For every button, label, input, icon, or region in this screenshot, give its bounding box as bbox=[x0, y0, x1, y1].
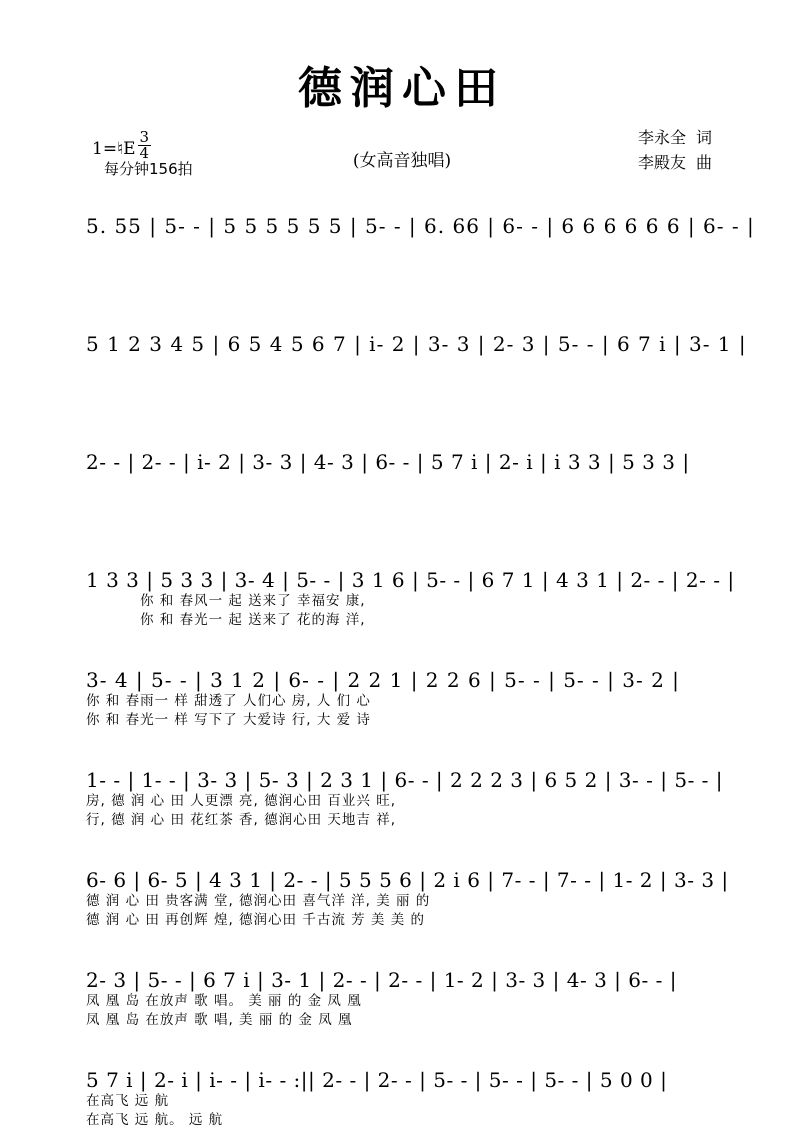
notation-line: 1- - | 1- - | 3- 3 | 5- 3 | 2 3 1 | 6- - | 2 2 2 3 | 6 5 2 | 3- - | 5- - | bbox=[86, 768, 724, 792]
time-signature-numerator: 3 bbox=[139, 128, 150, 146]
notation-line: 5. 55 | 5- - | 5 5 5 5 5 5 | 5- - | 6. 66 | 6- - | 6 6 6 6 6 6 | 6- - | bbox=[86, 214, 755, 238]
music-system bbox=[86, 952, 718, 1030]
sheet-music-page bbox=[0, 52, 804, 1128]
notation-line: 5 7 i | 2- i | i- - | i- - :|| 2- - | 2- - | 5- - | 5- - | 5- - | 5 0 0 | bbox=[86, 1068, 668, 1092]
lyrics-line-2: 在高飞 远 航。 远 航 bbox=[86, 1112, 224, 1128]
music-system bbox=[86, 434, 718, 512]
notation-line: 6- 6 | 6- 5 | 4 3 1 | 2- - | 5 5 5 6 | 2 i 6 | 7- - | 7- - | 1- 2 | 3- 3 | bbox=[86, 868, 729, 892]
lyrics-line-2 bbox=[86, 493, 718, 512]
key-signature-text: 1=♮E bbox=[92, 139, 136, 159]
header-meta bbox=[0, 126, 804, 190]
lyrics-line-1 bbox=[86, 474, 718, 493]
lyrics-line-2: 你 和 春光一 样 写下了 大爱诗 行, 大 爱 诗 bbox=[86, 712, 371, 728]
notation-line: 2- 3 | 5- - | 6 7 i | 3- 1 | 2- - | 2- - | 1- 2 | 3- 3 | 4- 3 | 6- - | bbox=[86, 968, 677, 992]
notation-line: 5 1 2 3 4 5 | 6 5 4 5 6 7 | i- 2 | 3- 3 | 2- 3 | 5- - | 6 7 i | 3- 1 | bbox=[86, 332, 747, 356]
lyrics-line-1: 在高飞 远 航 bbox=[86, 1093, 170, 1109]
music-system bbox=[86, 652, 718, 730]
music-system bbox=[86, 752, 724, 830]
composer-name: 李殿友 bbox=[637, 152, 686, 172]
music-system bbox=[86, 1052, 718, 1130]
lyrics-line-2: 行, 德 润 心 田 花红茶 香, 德润心田 天地吉 祥, bbox=[86, 812, 396, 828]
lyrics-line-2: 德 润 心 田 再创辉 煌, 德润心田 千古流 芳 美 美 的 bbox=[86, 912, 425, 928]
notation-line: 3- 4 | 5- - | 3 1 2 | 6- - | 2 2 1 | 2 2 6 | 5- - | 5- - | 3- 2 | bbox=[86, 668, 680, 692]
lyrics-line-2: 凤 凰 岛 在放声 歌 唱, 美 丽 的 金 凤 凰 bbox=[86, 1012, 353, 1028]
lyrics-line-1: 凤 凰 岛 在放声 歌 唱。 美 丽 的 金 凤 凰 bbox=[86, 993, 362, 1009]
lyrics-line-1: 德 润 心 田 贵客满 堂, 德润心田 喜气洋 洋, 美 丽 的 bbox=[86, 893, 431, 909]
music-system bbox=[86, 852, 729, 930]
lyrics-line-1: 你 和 春风一 起 送来了 幸福安 康, bbox=[140, 593, 366, 609]
lyrics-line-1: 房, 德 润 心 田 人更漂 亮, 德润心田 百业兴 旺, bbox=[86, 793, 396, 809]
tempo-marking: 每分钟156拍 bbox=[104, 160, 193, 178]
lyrics-line-2 bbox=[86, 257, 718, 276]
music-system bbox=[86, 316, 747, 394]
composer-role: 曲 bbox=[695, 152, 712, 172]
lyrics-line-1 bbox=[86, 356, 718, 375]
lyrics-line-2: 你 和 春光一 起 送来了 花的海 洋, bbox=[140, 612, 366, 628]
lyrics-line-1 bbox=[86, 238, 718, 257]
composer-line bbox=[638, 151, 712, 176]
music-system bbox=[86, 552, 735, 630]
music-systems bbox=[0, 198, 804, 1130]
subtitle: (女高音独唱) bbox=[352, 151, 452, 171]
lyrics-line-2 bbox=[86, 375, 718, 394]
page-title: 德润心田 bbox=[298, 63, 506, 114]
notation-line: 2- - | 2- - | i- 2 | 3- 3 | 4- 3 | 6- - | 5 7 i | 2- i | i 3 3 | 5 3 3 | bbox=[86, 450, 690, 474]
lyrics-line-1: 你 和 春雨一 样 甜透了 人们心 房, 人 们 心 bbox=[86, 693, 371, 709]
music-system bbox=[86, 198, 755, 276]
lyricist-name: 李永全 bbox=[637, 128, 686, 147]
lyricist-line bbox=[638, 126, 712, 151]
notation-line: 1 3 3 | 5 3 3 | 3- 4 | 5- - | 3 1 6 | 5- - | 6 7 1 | 4 3 1 | 2- - | 2- - | bbox=[86, 568, 735, 592]
lyricist-role: 词 bbox=[695, 128, 712, 147]
time-signature-denominator: 4 bbox=[139, 144, 150, 162]
credits bbox=[638, 126, 712, 176]
